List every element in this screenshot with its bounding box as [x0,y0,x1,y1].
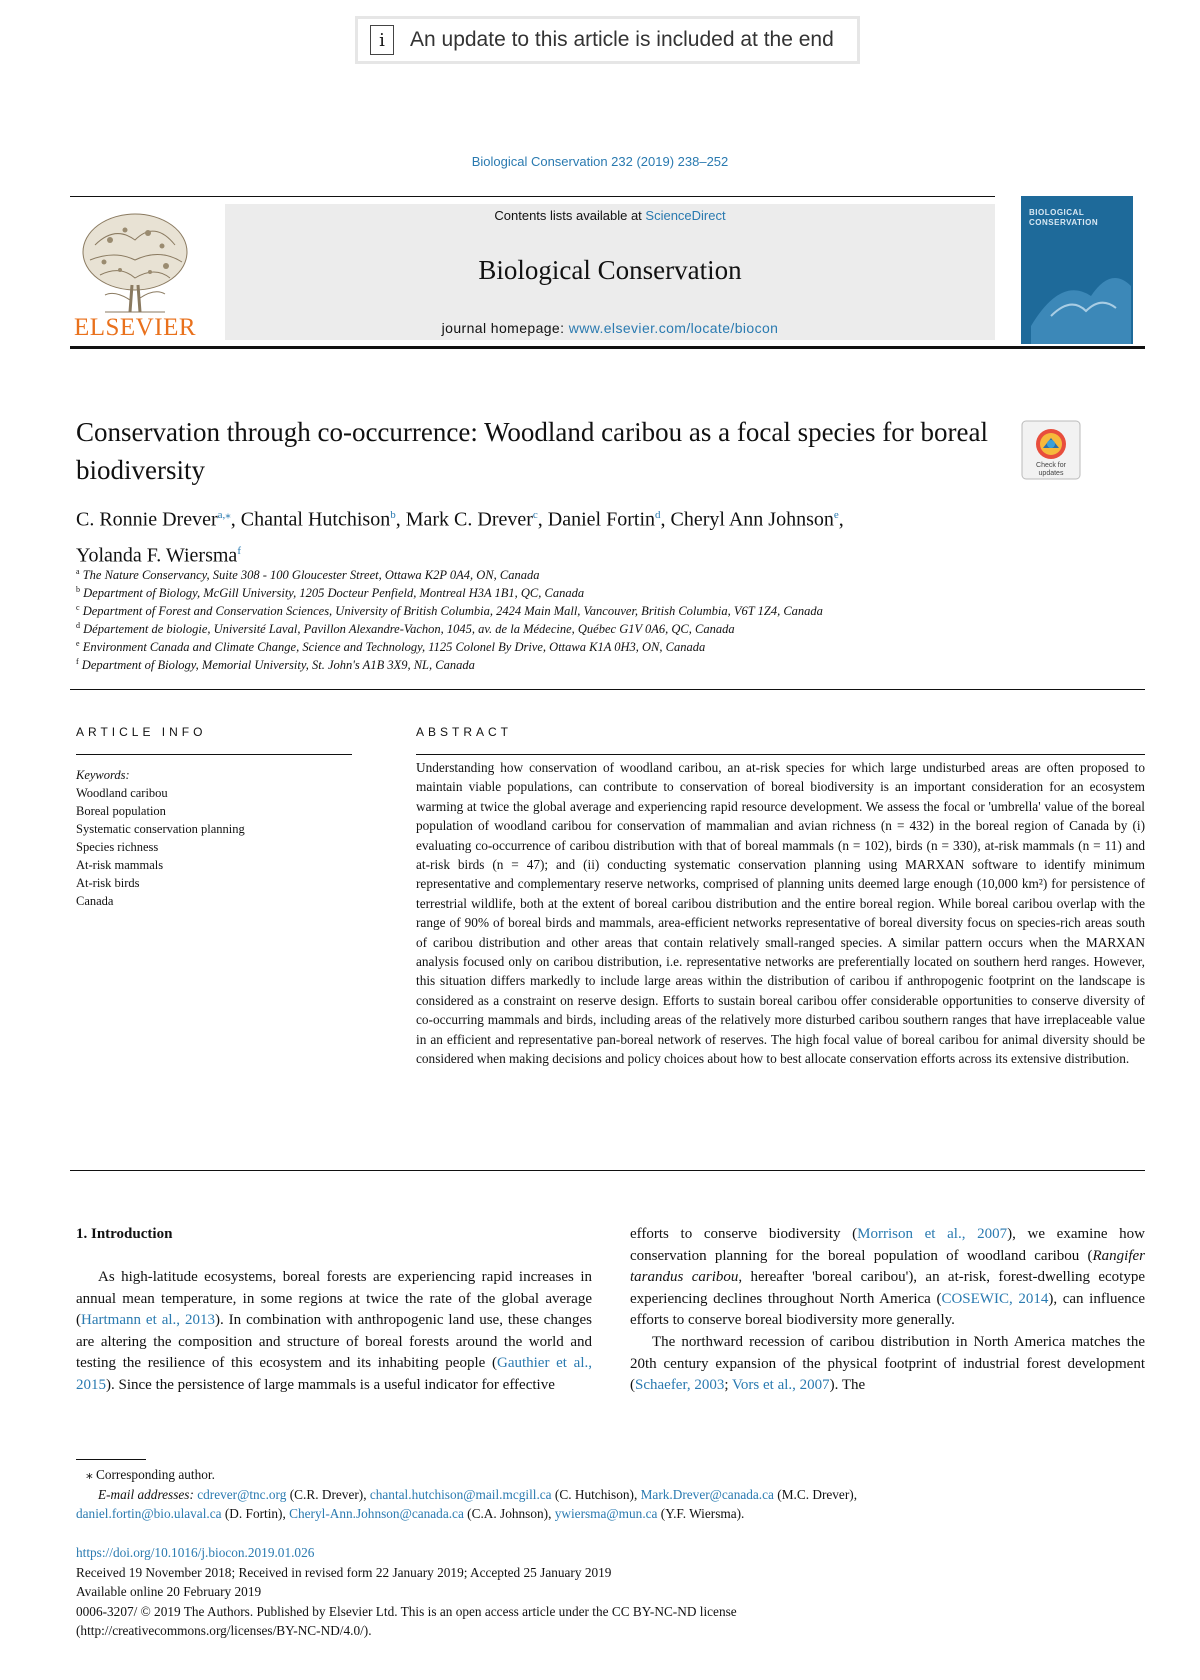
citation-link[interactable]: Schaefer, 2003 [635,1377,725,1394]
affiliations-rule [70,689,1145,690]
text-run: ), can influence efforts to conserve boreal biodiversity more generally. [630,1290,1145,1329]
affiliation [76,621,735,637]
intro-paragraph [630,1224,1145,1332]
corresponding-author-note: ⁎ Corresponding author. [86,1467,215,1482]
article-metadata [76,1543,1146,1641]
license-statement: 0006-3207/ © 2019 The Authors. Published by Elsevier Ltd. This is an open access article under the CC BY-NC-ND license [76,1603,737,1619]
contents-line [225,208,995,223]
affiliation-sup: f [76,657,79,666]
license-url[interactable]: (http://creativecommons.org/licenses/BY-NC-ND/4.0/). [76,1623,372,1639]
homepage-line [225,320,995,336]
affiliation-sup: e [76,639,80,648]
affiliation [76,657,475,673]
email-owner: (C.A. Johnson), [463,1506,555,1521]
affiliation-text: Département de biologie, Université Laval, Pavillon Alexandre-Vachon, 1045, av. de la Médecine, Québec G1V 0A6, QC, Canada [83,622,735,637]
text-run: ). Since the persistence of large mammals is a useful indicator for effective [106,1376,555,1393]
journal-reference[interactable]: Biological Conservation 232 (2019) 238–252 [471,154,729,169]
sciencedirect-link[interactable]: ScienceDirect [645,208,726,223]
author-sup[interactable]: f [237,544,241,557]
affiliation-sup: a [76,567,80,576]
cover-bird-image [1021,256,1133,344]
citation-link[interactable]: Hartmann et al., 2013 [81,1312,215,1329]
author-name[interactable]: Daniel Fortin [547,508,656,531]
email-link[interactable]: daniel.fortin@bio.ulaval.ca [76,1506,222,1521]
affiliation-sup: c [76,603,80,612]
author-sup[interactable]: e [833,509,839,521]
homepage-prefix: journal homepage: [441,320,569,336]
citation-link[interactable]: Gauthier et al., 2015 [76,1355,592,1393]
header-rule-bottom [70,346,1145,349]
article-title: Conservation through co-occurrence: Woodland caribou as a focal species for boreal biodiversity [76,417,988,485]
author-name[interactable]: Yolanda F. Wiersma [76,544,238,567]
email-owner: (D. Fortin), [221,1506,290,1521]
intro-left-column [76,1267,592,1397]
author-name[interactable]: C. Ronnie Drever [76,508,218,531]
cover-title: BIOLOGICAL CONSERVATION [1029,208,1099,227]
affiliation-text: Department of Biology, McGill University, 1205 Docteur Penfield, Montreal H3A 1B1, QC, Canada [83,586,585,601]
abstract-heading: ABSTRACT [416,725,513,739]
keywords-block [76,766,366,910]
article-info-heading: ARTICLE INFO [76,725,207,739]
elsevier-wordmark: ELSEVIER [73,314,197,341]
header-rule-top [70,196,995,197]
abstract-rule [416,754,1145,755]
author-sup[interactable]: b [390,509,396,521]
text-run: ; [724,1377,733,1394]
check-for-updates-icon[interactable] [1021,420,1081,480]
affiliation-sup: b [76,585,80,594]
author-name[interactable]: Chantal Hutchison [240,508,391,531]
keyword: Woodland caribou [76,786,168,800]
info-icon: i [370,25,394,55]
email-owner: (Y.F. Wiersma). [657,1506,745,1521]
received-dates: Received 19 November 2018; Received in revised form 22 January 2019; Accepted 25 January 2019 [76,1564,612,1580]
text-run: The northward recession of caribou distribution in North America matches the 20th century expansion of the physical footprint of industrial forest development ( [630,1333,1145,1394]
text-run: ), we examine how conservation planning for the boreal population of woodland caribou ( [630,1226,1145,1264]
email-label: E-mail addresses: [98,1486,198,1502]
intro-paragraph [76,1267,592,1397]
journal-name: Biological Conservation [478,255,742,285]
affiliation [76,585,584,601]
affiliation [76,603,823,619]
author-name[interactable]: Cheryl Ann Johnson [670,508,834,531]
text-run: ). In combination with anthropogenic land use, these changes are altering the composition and structure of boreal forests around the world and testing the resilience of this ecosystem and its inhabiting people ( [76,1312,592,1372]
author-sup[interactable]: d [655,509,661,521]
article-info-rule [76,754,352,755]
email-link[interactable]: Mark.Drever@canada.ca [640,1486,774,1502]
introduction-heading: 1. Introduction [76,1226,173,1242]
update-banner[interactable] [355,16,860,64]
text-run: ). The [829,1377,866,1394]
email-link[interactable]: Cheryl-Ann.Johnson@canada.ca [289,1506,464,1521]
update-banner-text: An update to this article is included at the end [410,28,834,51]
keyword: Species richness [76,840,159,854]
species-name: Rangifer tarandus caribou [630,1247,1145,1286]
author-sup[interactable]: c [532,509,538,521]
citation-link[interactable]: Morrison et al., 2007 [857,1226,1008,1242]
keyword: Systematic conservation planning [76,822,245,836]
affiliation-text: Department of Biology, Memorial University, St. John's A1B 3X9, NL, Canada [81,658,475,673]
keyword: At-risk mammals [76,858,164,872]
email-owner: (M.C. Drever), [773,1486,858,1502]
journal-cover-thumbnail[interactable] [1021,196,1133,344]
available-online: Available online 20 February 2019 [76,1584,262,1600]
crossmark-label-top: Check for [1036,462,1066,469]
footnotes [76,1465,1146,1524]
email-link[interactable]: cdrever@tnc.org [197,1486,287,1502]
crossmark-label-bottom: updates [1038,470,1064,477]
journal-homepage-link[interactable]: www.elsevier.com/locate/biocon [568,320,779,336]
text-run: , hereafter 'boreal caribou'), an at-risk, forest-dwelling ecotype experiencing declines throughout North America ( [630,1269,1145,1307]
author-name[interactable]: Mark C. Drever [405,508,533,531]
citation-link[interactable]: COSEWIC, 2014 [941,1290,1049,1307]
email-owner: (C. Hutchison), [551,1486,641,1502]
email-link[interactable]: chantal.hutchison@mail.mcgill.ca [369,1486,552,1502]
footnote-rule [76,1459,146,1460]
affiliation-text: Environment Canada and Climate Change, Science and Technology, 1125 Colonel By Drive, Ottawa K1A 0H3, ON, Canada [82,640,706,655]
keywords-label: Keywords: [76,768,130,782]
email-line-1 [76,1485,1146,1505]
intro-right-column [630,1224,1145,1397]
text-run: efforts to conserve biodiversity ( [630,1226,858,1242]
affiliation [76,639,705,655]
keyword: At-risk birds [76,876,140,890]
keyword: Canada [76,894,114,908]
affiliation-sup: d [76,621,80,630]
affiliation [76,567,539,583]
keyword: Boreal population [76,804,166,818]
email-line-2 [76,1504,1146,1524]
affiliation-text: The Nature Conservancy, Suite 308 - 100 Gloucester Street, Ottawa K2P 0A4, ON, Canada [82,568,540,583]
email-owner: (C.R. Drever), [286,1486,370,1502]
abstract-text: Understanding how conservation of woodland caribou, an at-risk species for which large undisturbed areas are often proposed to maintain viable populations, can contribute to conservation of boreal biodiversity is an important consideration for an ecosystem warming at twice the global average and experiencing rapid resource development. We assess the focal or 'umbrella' value of the boreal population of woodland caribou for conservation of mammalian and avian richness (n = 432) in the boreal region of Canada by (i) evaluating co-occurrence of caribou distribution with that of boreal mammals (n = 102), birds (n = 330), at-risk mammals (n = 11) and at-risk birds (n = 47); and (ii) conducting systematic conservation planning using MARXAN software to identify minimum representative and complementary reserve networks, comprised of planning units deemed large enough (10,000 km²) for persistence of terrestrial wildlife, both at the extent of boreal caribou distribution and the entire boreal region. While boreal caribou overlap with the range of 90% of boreal birds and mammals, area-efficient networks representative of boreal diversity focus on species-rich areas south of caribou distribution and other areas that contain relatively small-ranged species. A similar pattern occurs when the MARXAN analysis focused only on caribou distribution, i.e. representative networks are preferentially located on southern herd ranges. However, this situation differs markedly to include large areas within the distribution of caribou if anthropogenic footprint on the landscape is considered as a constraint on reserve design. Efforts to sustain boreal caribou offer considerable opportunities to conserve diversity of co-occurring mammals and birds, including areas of the relatively more disturbed caribou southern ranges that have irreplaceable value in an efficient and representative pan-boreal network of reserves. The high focal value of boreal caribou for animal diversity should be considered when making decisions and policy choices about how to best allocate conservation efforts across its extensive distribution. [416,760,1145,1067]
author-sup[interactable]: a,⁎ [217,509,231,521]
author-list: C. Ronnie Drever$^{a,⁎}$, Chantal Hutchison$^b$, Mark C. Drever$^c$, Daniel Fortin$^d$, Cheryl Ann Johnson$^e$, Yolanda F. Wiersma$^f$ [76,508,844,567]
contents-prefix: Contents lists available at [494,208,646,223]
affiliation-text: Department of Forest and Conservation Sciences, University of British Columbia, 2424 Main Mall, Vancouver, British Columbia, V6T 1Z4, Canada [82,604,823,619]
doi-link[interactable]: https://doi.org/10.1016/j.biocon.2019.01.026 [76,1545,315,1560]
intro-paragraph [630,1332,1145,1397]
citation-link[interactable]: Vors et al., 2007 [732,1377,830,1394]
abstract-end-rule [70,1170,1145,1171]
text-run: As high-latitude ecosystems, boreal forests are experiencing rapid increases in annual mean temperature, in some regions at twice the rate of the global average ( [76,1269,592,1329]
email-link[interactable]: ywiersma@mun.ca [554,1506,658,1521]
